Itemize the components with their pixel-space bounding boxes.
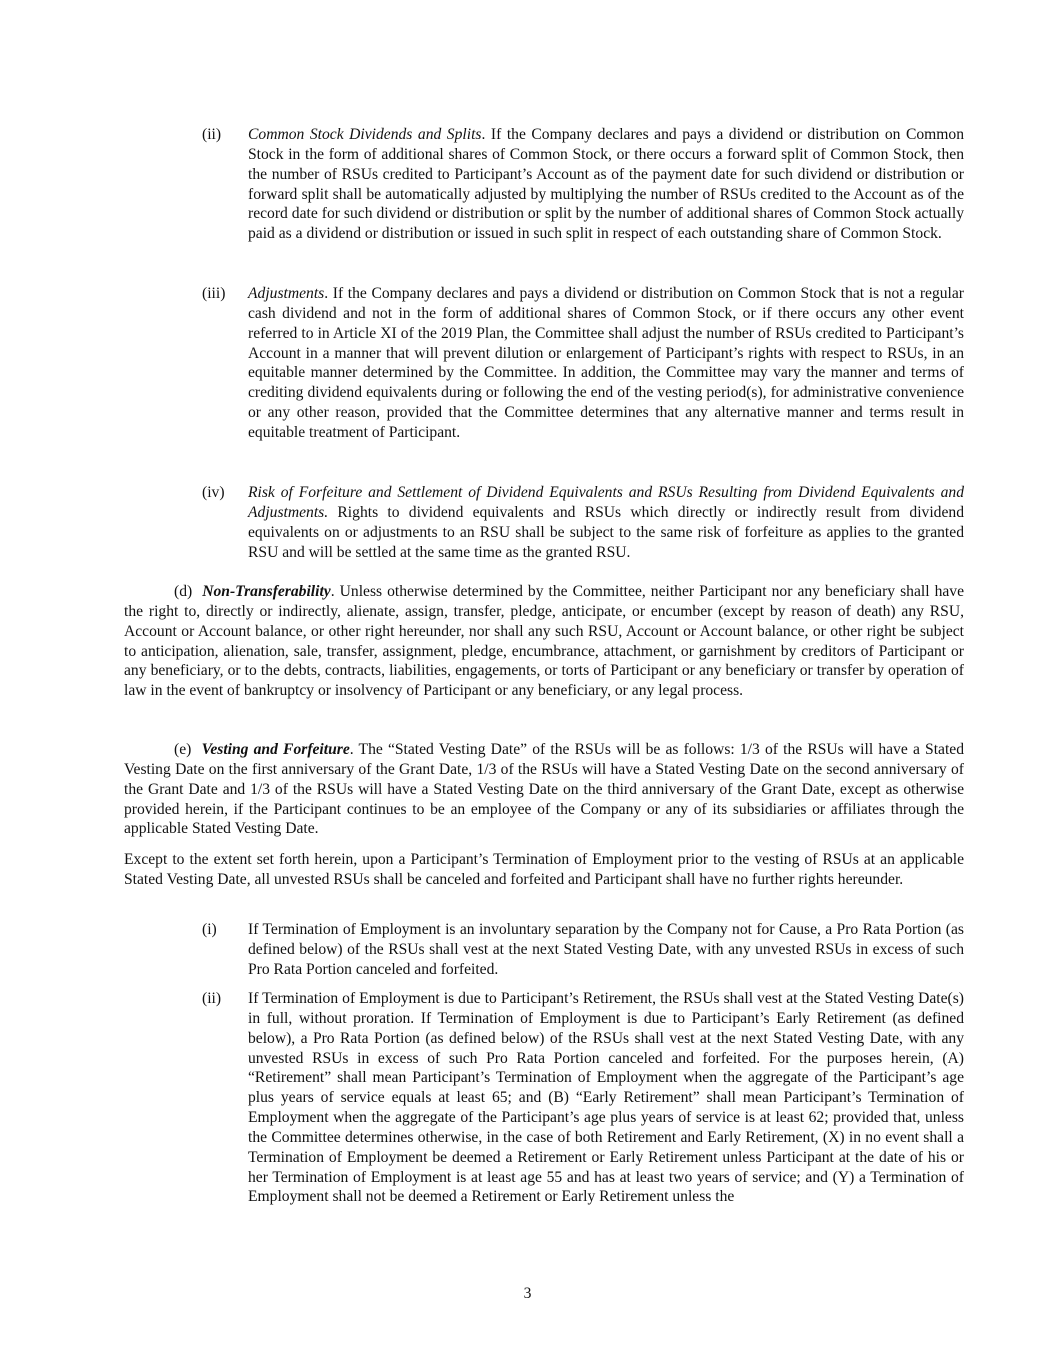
clause-number: (ii) [202,126,222,143]
clause-body: If Termination of Employment is an involuntary separation by the Company not for Cause, a Pro Rata Portion (as defined below) of the RSUs shall vest at the next Stated Vesting Date, with any unvested RSUs in excess of such Pro Rata Portion canceled and forfeited. [248,921,964,978]
section-number: (e) [174,741,192,758]
clause-body: If Termination of Employment is due to Participant’s Retirement, the RSUs shall vest at the Stated Vesting Date(s) in full, without proration. If Termination of Employment is due to Participant’s Early Retirement (as defined below), a Pro Rata Portion (as defined below) of the RSUs shall vest at the next Stated Vesting Date, with any unvested RSUs in excess of such Pro Rata Portion canceled and forfeited. For the purposes herein, (A) “Retirement” shall mean Participant’s Termination of Employment when the aggregate of the Participant’s age plus years of service equals at least 65; and (B) “Early Retirement” shall mean Participant’s Termination of Employment when the aggregate of the Participant’s age plus years of service is at least 62; provided that, unless the Committee determines otherwise, in the case of both Retirement and Early Retirement, (X) in no event shall a Termination of Employment be deemed a Retirement or Early Retirement unless Participant at the date of his or her Termination of Employment is at least age 55 and has at least two years of service; and (Y) a Termination of Employment shall not be deemed a Retirement or Early Retirement unless the [248,990,964,1206]
clause-text: . If the Company declares and pays a dividend or distribution on Common Stock that is not a regular cash dividend and not in the form of additional shares of Common Stock, or if there occurs any other event referred to in Article XI of the 2019 Plan, the Committee shall adjust the number of RSUs credited to Participant’s Account in a manner that will prevent dilution or enlargement of Participant’s rights with respect to RSUs, in an equitable manner determined by the Committee. In addition, the Committee may vary the manner and terms of crediting dividend equivalents during or following the end of the vesting period(s), for administrative convenience or any other reason, provided that the Committee determines that any alternative manner and terms result in equitable treatment of Participant. [248,285,964,441]
clause-e-ii [202,989,964,1207]
clause-number: (ii) [202,990,222,1007]
clause-c-ii [202,125,964,244]
section-e-paragraph-2: Except to the extent set forth herein, upon a Participant’s Termination of Employment prior to the vesting of RSUs at an applicable Stated Vesting Date, all unvested RSUs shall be canceled and forfeited and Participant shall have no further rights hereunder. [124,851,964,888]
clause-body [248,483,964,562]
clause-title: Adjustments [248,285,325,302]
clause-text: . If the Company declares and pays a dividend or distribution on Common Stock in the form of additional shares of Common Stock, or there occurs a forward split of Common Stock, then the number of RSUs credited to Participant’s Account as of the payment date for such dividend or distribution or forward split shall be automatically adjusted by multiplying the number of RSUs credited to the Account as of the record date for such dividend or distribution or split by the number of additional shares of Common Stock actually paid as a dividend or distribution or issued in such split in respect of each outstanding share of Common Stock. [248,126,964,243]
clause-text: Rights to dividend equivalents and RSUs which directly or indirectly result from dividend equivalents on or adjustments to an RSU shall be subject to the same risk of forfeiture as applies to the granted RSU and will be settled at the same time as the granted RSU. [248,503,964,561]
section-e [124,740,964,839]
clause-title: Risk of Forfeiture and Settlement of Dividend Equivalents and RSUs Resulting from Dividend Equivalents and Adjustments. [248,484,964,521]
clause-title: Common Stock Dividends and Splits [248,126,482,143]
section-title: Vesting and Forfeiture [201,741,350,758]
section-text: . The “Stated Vesting Date” of the RSUs will be as follows: 1/3 of the RSUs will have a Stated Vesting Date on the first anniversary of the Grant Date, 1/3 of the RSUs will have a Stated Vesting Date on the second anniversary of the Grant Date and 1/3 of the RSUs will have a Stated Vesting Date on the third anniversary of the Grant Date, except as otherwise provided herein, if the Participant continues to be an employee of the Company or any of its subsidiaries or affiliates through the applicable Stated Vesting Date. [124,741,965,838]
section-text: . Unless otherwise determined by the Committee, neither Participant nor any beneficiary shall have the right to, directly or indirectly, alienate, assign, transfer, pledge, anticipate, or encumber (except by reason of death) any RSU, Account or Account balance, or other right hereunder, nor shall any such RSU, Account or Account balance, or other right be subject to anticipation, alienation, sale, transfer, assignment, pledge, encumbrance, attachment, or garnishment by creditors of Participant or any beneficiary, or to the debts, contracts, liabilities, engagements, or torts of Participant or any beneficiary or transfer by operation of law in the event of bankruptcy or insolvency of Participant or any beneficiary, or any legal process. [124,583,965,700]
section-d [124,582,964,701]
clause-body [248,284,964,443]
clause-c-iv [202,483,964,562]
section-title: Non-Transferability [202,583,331,600]
section-number: (d) [174,583,193,600]
clause-c-iii [202,284,964,443]
clause-number: (iv) [202,484,225,501]
page-number: 3 [523,1285,532,1302]
clause-body [248,125,964,244]
clause-number: (iii) [202,285,226,302]
clause-number: (i) [202,921,217,938]
clause-e-i [202,920,964,980]
